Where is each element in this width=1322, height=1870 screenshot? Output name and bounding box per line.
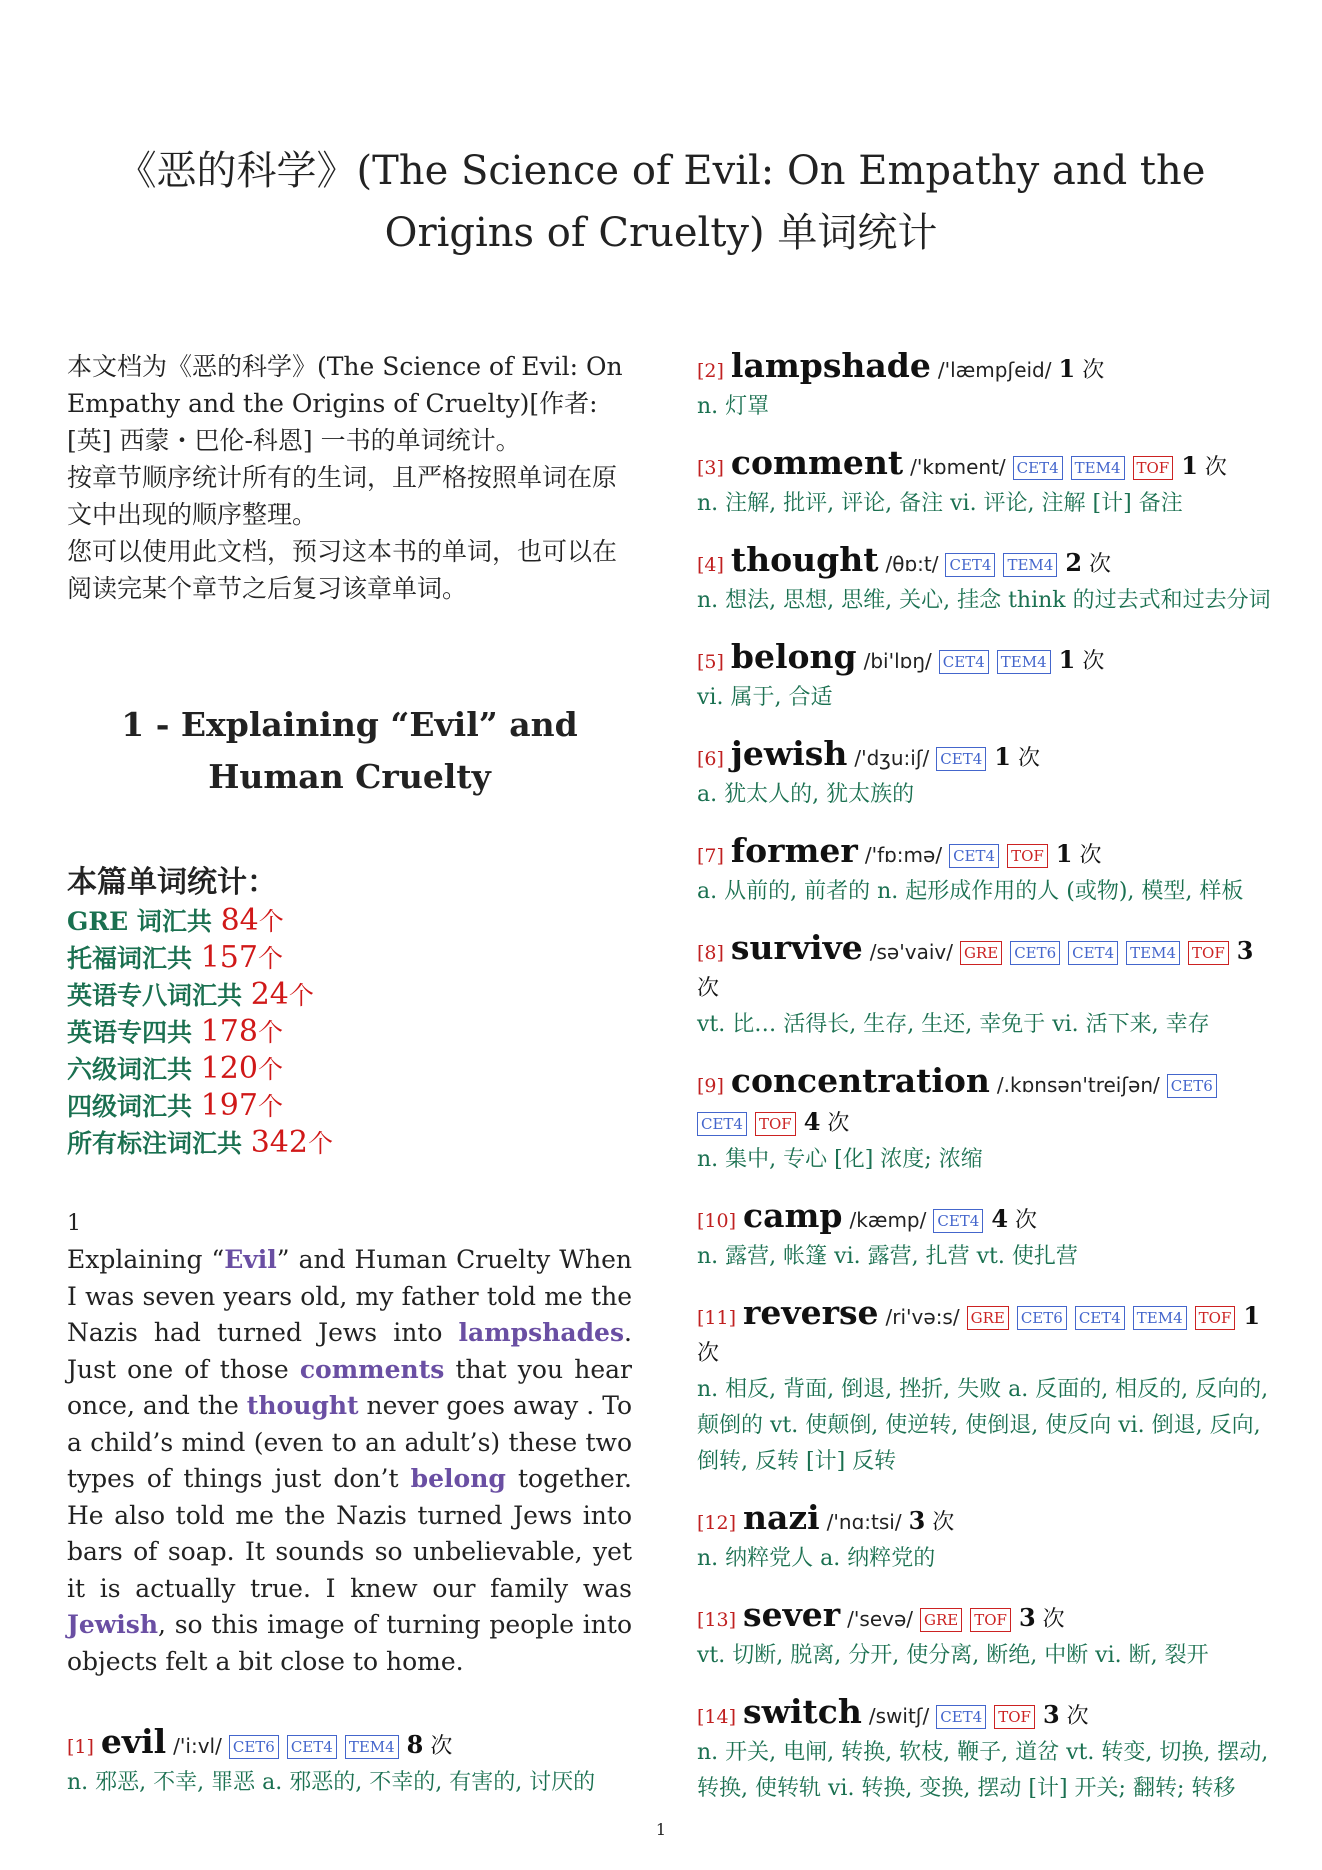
vocab-entry [697,1597,1272,1674]
stat-unit: 个 [258,907,284,936]
entry-count-unit: 次 [697,1341,720,1366]
entry-count: 1 [994,742,1011,771]
exam-tag: CET4 [697,1112,747,1136]
highlighted-word[interactable]: Evil [224,1245,277,1274]
stat-unit: 个 [307,1129,333,1158]
exam-tag: CET4 [936,1705,986,1729]
entry-phonetic: /.kɒnsən'treiʃən/ [996,1073,1160,1097]
entry-word[interactable]: reverse [743,1293,879,1332]
exam-tag: CET4 [945,553,995,577]
entry-count: 1 [1181,451,1198,480]
stat-number: 342 [250,1125,308,1160]
stat-unit: 个 [257,1055,283,1084]
entry-count-unit: 次 [1017,746,1040,771]
exam-tag: TEM4 [1133,1306,1187,1330]
text-segment: . Just one of those [67,1318,632,1384]
chapter-heading-line: Human Cruelty [208,757,491,796]
entry-word[interactable]: survive [730,928,863,967]
entry-count: 1 [1243,1301,1261,1330]
highlighted-word[interactable]: Jewish [67,1610,159,1639]
entry-index: [4] [697,554,724,576]
entry-count-unit: 次 [1042,1607,1065,1632]
text-segment: , so this image of turning people into objects felt a bit close to home. [67,1610,632,1676]
stat-number: 84 [220,903,259,938]
stat-number: 24 [250,977,289,1012]
entry-header [697,348,1272,389]
left-vocab-list [67,1724,632,1801]
vocab-entry [697,833,1272,910]
entry-header [67,1724,632,1765]
entry-index: [14] [697,1706,737,1728]
vocab-entry [697,930,1272,1043]
stats-list [67,903,632,1162]
entry-word[interactable]: sever [743,1595,841,1634]
entry-header [697,639,1272,680]
vocab-entry [697,542,1272,619]
exam-tag: TOF [970,1608,1011,1632]
entry-count: 8 [406,1730,424,1759]
entry-index: [7] [697,845,724,867]
chapter-heading [67,699,632,803]
entry-index: [13] [697,1609,737,1631]
exam-tag: TEM4 [997,650,1051,674]
stat-number: 157 [200,940,258,975]
entry-header [697,1597,1272,1638]
entry-phonetic: /kæmp/ [849,1208,927,1232]
text-segment: never goes away . To a child’s mind (even to an adult’s) these two types of things just don’t [67,1391,632,1493]
entry-count-unit: 次 [1204,455,1227,480]
entry-count-unit: 次 [1089,552,1112,577]
exam-tag: CET4 [949,844,999,868]
stat-unit: 个 [288,981,314,1010]
entry-index: [8] [697,942,724,964]
entry-word[interactable]: concentration [730,1061,990,1100]
stat-unit: 个 [257,1018,283,1047]
entry-word[interactable]: jewish [730,734,848,773]
entry-header [697,1198,1272,1239]
highlighted-word[interactable]: thought [246,1391,359,1420]
stat-number: 178 [200,1014,258,1049]
intro [67,348,632,607]
left-column [67,348,632,1821]
exam-tag: TEM4 [1003,553,1057,577]
entry-count: 1 [1055,839,1073,868]
stat-row [67,903,632,940]
stats-title: 本篇单词统计： [67,865,277,900]
entry-definition: n. 开关, 电闸, 转换, 软枝, 鞭子, 道岔 vt. 转变, 切换, 摆动, 转换, 使转轨 vi. 转换, 变换, 摆动 [计] 开关; 翻转; 转移 [697,1740,1269,1801]
exam-tag: CET4 [1013,456,1063,480]
entry-phonetic: /'i:vl/ [173,1734,222,1758]
entry-count-unit: 次 [1082,649,1105,674]
entry-phonetic: /'kɒment/ [910,455,1006,479]
intro-paragraph: 按章节顺序统计所有的生词，且严格按照单词在原文中出现的顺序整理。 [67,463,618,529]
entry-count: 3 [1236,936,1254,965]
stat-row [67,1088,632,1125]
stat-row [67,1125,632,1162]
entry-index: [12] [697,1512,737,1534]
text-segment: together. He also told me the Nazis turned Jews into bars of soap. It sounds so unbelievable, yet it is actually true. I knew our family was [67,1464,633,1603]
vocab-entry [697,639,1272,716]
entry-word[interactable]: evil [100,1722,167,1761]
exam-tag: GRE [920,1608,962,1632]
entry-phonetic: /'fɒ:mə/ [864,843,943,867]
entry-definition: vt. 比… 活得长, 生存, 生还, 幸免于 vi. 活下来, 幸存 [697,1012,1210,1037]
stat-row [67,1014,632,1051]
stat-label: 英语专四共 [67,1018,201,1047]
entry-phonetic: /'nɑ:tsi/ [826,1510,902,1534]
entry-word[interactable]: comment [730,443,904,482]
entry-index: [9] [697,1075,724,1097]
stat-label: 四级词汇共 [67,1092,201,1121]
entry-word[interactable]: former [730,831,858,870]
entry-definition: vt. 切断, 脱离, 分开, 使分离, 断绝, 中断 vi. 断, 裂开 [697,1643,1209,1668]
entry-count: 4 [991,1204,1009,1233]
chapter-heading-line: 1 - Explaining “Evil” and [121,705,578,744]
exam-tag: CET6 [1017,1306,1067,1330]
stat-label: 所有标注词汇共 [67,1129,251,1158]
exam-tag: TEM4 [345,1735,399,1759]
exam-tag: CET4 [933,1209,983,1233]
entry-index: [6] [697,748,724,770]
exam-tag: CET4 [1068,941,1118,965]
exam-tag: TOF [1188,941,1229,965]
entry-phonetic: /sə'vaiv/ [869,940,953,964]
entry-index: [10] [697,1210,737,1232]
exam-tag: GRE [960,941,1002,965]
entry-definition: a. 犹太人的, 犹太族的 [697,782,915,807]
entry-word[interactable]: lampshade [730,346,931,385]
exam-tag: CET6 [1167,1074,1217,1098]
entry-definition: n. 邪恶, 不幸, 罪恶 a. 邪恶的, 不幸的, 有害的, 讨厌的 [67,1770,596,1795]
entry-word[interactable]: belong [730,637,857,676]
entry-header [697,1694,1272,1735]
chapter-number: 1 [67,1211,81,1236]
page-number: 1 [655,1820,667,1839]
entry-count-unit: 次 [1015,1208,1038,1233]
entry-header [697,542,1272,583]
vocab-entry [697,1295,1272,1480]
entry-word[interactable]: switch [743,1692,862,1731]
entry-definition: n. 想法, 思想, 思维, 关心, 挂念 think 的过去式和过去分词 [697,588,1271,613]
entry-count: 1 [1058,645,1076,674]
entry-count-unit: 次 [932,1510,955,1535]
entry-count-unit: 次 [827,1111,850,1136]
entry-count-unit: 次 [1079,843,1102,868]
entry-count: 3 [1018,1603,1036,1632]
exam-tag: TOF [1195,1306,1236,1330]
entry-definition: vi. 属于, 合适 [697,685,833,710]
entry-index: [5] [697,651,724,673]
entry-count: 4 [803,1107,821,1136]
chapter-text [67,1242,632,1680]
entry-phonetic: /switʃ/ [868,1704,930,1728]
stat-number: 120 [200,1051,258,1086]
exam-tag: TOF [994,1705,1035,1729]
exam-tag: TOF [1007,844,1048,868]
entry-word[interactable]: nazi [743,1498,820,1537]
entry-header [697,833,1272,874]
entry-phonetic: /'dʒu:iʃ/ [854,746,930,770]
vocab-entry [697,1063,1272,1178]
exam-tag: CET6 [229,1735,279,1759]
exam-tag: TEM4 [1126,941,1180,965]
stat-unit: 个 [257,1092,283,1121]
entry-definition: n. 灯罩 [697,394,770,419]
exam-tag: CET4 [287,1735,337,1759]
highlighted-word[interactable]: comments [299,1354,445,1384]
stat-unit: 个 [257,944,283,973]
exam-tag: TEM4 [1071,456,1125,480]
entry-header [697,1500,1272,1541]
entry-count: 2 [1065,548,1083,577]
stat-row [67,1051,632,1088]
exam-tag: TOF [755,1112,796,1136]
exam-tag: CET4 [1075,1306,1125,1330]
entry-count: 3 [1042,1700,1060,1729]
document-title: 《恶的科学》(The Science of Evil: On Empathy and the Origins of Cruelty) 单词统计 [116,148,1206,256]
entry-definition: n. 露营, 帐篷 vi. 露营, 扎营 vt. 使扎营 [697,1244,1078,1269]
stat-row [67,940,632,977]
entry-header [697,736,1272,777]
entry-count-unit: 次 [430,1734,453,1759]
stat-row [67,977,632,1014]
entry-phonetic: /ri'və:s/ [885,1305,960,1329]
stat-label: 英语专八词汇共 [67,981,251,1010]
exam-tag: CET4 [936,747,986,771]
entry-header [697,445,1272,486]
stat-label: GRE 词汇共 [67,907,221,936]
stat-label: 托福词汇共 [67,944,201,973]
stat-number: 197 [200,1088,258,1123]
vocab-entry [697,348,1272,425]
entry-phonetic: /'sevə/ [847,1607,913,1631]
text-segment: Explaining “ [67,1245,225,1274]
exam-tag: TOF [1133,456,1174,480]
entry-count-unit: 次 [1066,1704,1089,1729]
highlighted-word[interactable]: belong [410,1464,506,1493]
entry-header [697,1295,1272,1372]
entry-header [697,930,1272,1007]
entry-header [697,1063,1272,1142]
entry-count-unit: 次 [1082,358,1105,383]
entry-definition: n. 注解, 批评, 评论, 备注 vi. 评论, 注解 [计] 备注 [697,491,1183,516]
text-segment: ” and Human Cruelty When I was seven years old, my father told me the Nazis had turned Jews into [67,1245,632,1347]
vocab-entry [697,736,1272,813]
entry-definition: n. 纳粹党人 a. 纳粹党的 [697,1546,936,1571]
highlighted-word[interactable]: lampshades [458,1318,625,1347]
entry-word[interactable]: thought [730,540,879,579]
exam-tag: CET6 [1010,941,1060,965]
entry-phonetic: /'læmpʃeid/ [937,358,1052,382]
entry-word[interactable]: camp [743,1196,843,1235]
intro-paragraph: 您可以使用此文档，预习这本书的单词，也可以在阅读完某个章节之后复习该章单词。 [67,537,618,603]
entry-definition: n. 相反, 背面, 倒退, 挫折, 失败 a. 反面的, 相反的, 反向的, 颠倒的 vt. 使颠倒, 使逆转, 使倒退, 使反向 vi. 倒退, 反向, 倒转, 反转 [计] 反转 [697,1377,1269,1474]
vocab-entry [697,1500,1272,1577]
entry-index: [11] [697,1307,737,1329]
entry-index: [2] [697,360,724,382]
vocab-entry [697,1694,1272,1807]
vocab-entry [697,445,1272,522]
stat-label: 六级词汇共 [67,1055,201,1084]
entry-index: [3] [697,457,724,479]
entry-count: 1 [1058,354,1076,383]
text-segment: that you hear once, and the [67,1354,632,1420]
entry-phonetic: /θɒ:t/ [885,552,939,576]
entry-count: 3 [908,1506,926,1535]
vocab-entry [67,1724,632,1801]
vocab-entry [697,1198,1272,1275]
exam-tag: CET4 [939,650,989,674]
entry-definition: a. 从前的, 前者的 n. 起形成作用的人 (或物), 模型, 样板 [697,879,1244,904]
entry-definition: n. 集中, 专心 [化] 浓度; 浓缩 [697,1147,983,1172]
entry-count-unit: 次 [697,976,720,1001]
right-vocab-list [697,348,1272,1827]
entry-index: [1] [67,1736,94,1758]
exam-tag: GRE [967,1306,1009,1330]
intro-paragraph: 本文档为《恶的科学》(The Science of Evil: On Empathy and the Origins of Cruelty)[作者: [英] 西蒙・巴伦-科恩] 一书的单词统计。 [67,352,623,455]
entry-phonetic: /bi'lɒŋ/ [863,649,932,673]
